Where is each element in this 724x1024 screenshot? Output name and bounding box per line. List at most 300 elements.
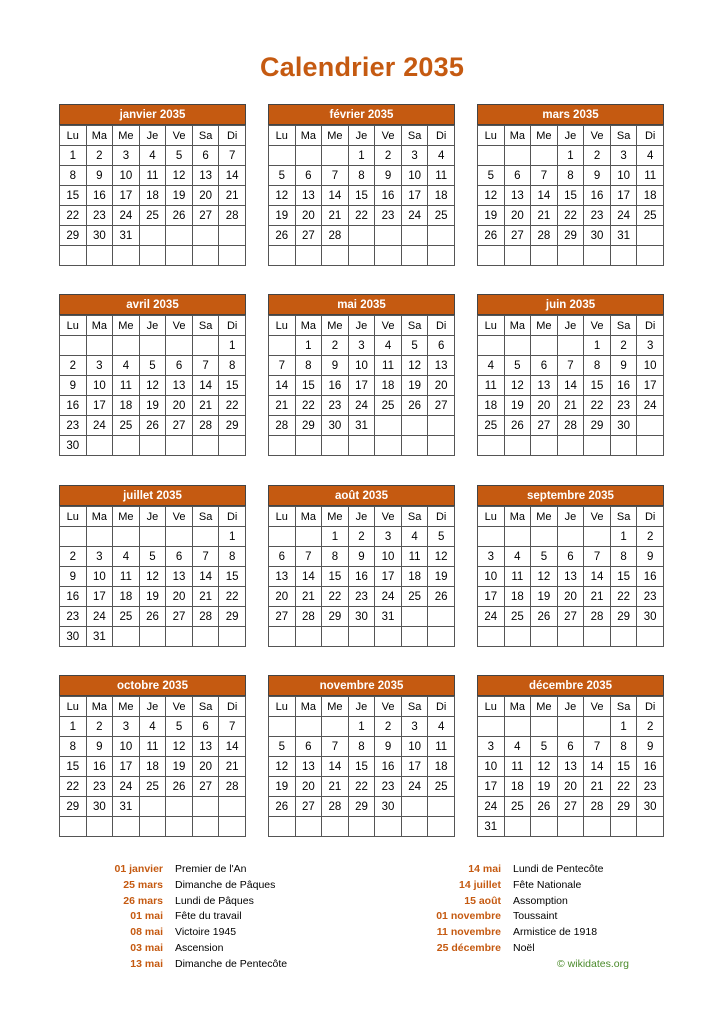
day-cell: 31 [113,226,140,246]
week-row [478,737,664,757]
day-cell: 3 [113,717,140,737]
weekday-label: Sa [610,126,637,146]
holiday-row [59,909,287,925]
day-cell [375,627,402,647]
day-cell: 10 [113,737,140,757]
day-cell: 9 [322,356,349,376]
day-cell: 28 [269,416,296,436]
day-cell: 6 [295,737,322,757]
day-cell: 12 [531,757,558,777]
day-cell: 12 [166,166,193,186]
day-cell: 12 [478,186,505,206]
day-cell: 20 [557,777,584,797]
holiday-row [397,925,604,941]
day-cell: 8 [219,356,246,376]
day-cell: 1 [610,527,637,547]
day-cell: 26 [401,396,428,416]
day-cell: 15 [60,186,87,206]
weekday-label: Ma [504,507,531,527]
day-cell: 9 [375,166,402,186]
holiday-name: Victoire 1945 [175,926,237,939]
day-cell [113,627,140,647]
day-cell: 3 [86,356,113,376]
week-row [478,627,664,647]
weekday-label: Je [139,126,166,146]
day-cell: 4 [113,356,140,376]
day-cell [219,797,246,817]
week-row [478,356,664,376]
day-cell: 18 [478,396,505,416]
day-cell [401,817,428,837]
month-table [59,696,246,837]
day-cell: 27 [428,396,455,416]
day-cell: 19 [428,567,455,587]
week-row [60,146,246,166]
day-cell: 8 [219,547,246,567]
day-cell [557,527,584,547]
day-cell [637,226,664,246]
day-cell: 24 [348,396,375,416]
day-cell: 7 [584,737,611,757]
day-cell: 5 [269,737,296,757]
day-cell [295,627,322,647]
day-cell: 7 [219,717,246,737]
weekday-label: Lu [478,316,505,336]
day-cell: 12 [531,567,558,587]
week-row [60,587,246,607]
day-cell: 10 [113,166,140,186]
month-title: janvier 2035 [59,104,246,125]
weekday-label: Ve [584,126,611,146]
day-cell: 7 [269,356,296,376]
weekday-label: Ma [504,697,531,717]
week-row [269,336,455,356]
weekday-label: Ma [86,126,113,146]
day-cell: 20 [166,587,193,607]
day-cell: 25 [113,416,140,436]
day-cell [166,797,193,817]
day-cell: 13 [166,567,193,587]
day-cell: 5 [428,527,455,547]
day-cell: 10 [401,166,428,186]
day-cell: 8 [557,166,584,186]
day-cell: 20 [269,587,296,607]
day-cell: 26 [166,777,193,797]
day-cell [478,527,505,547]
day-cell: 25 [504,607,531,627]
weekday-label: Lu [478,126,505,146]
day-cell: 16 [610,376,637,396]
day-cell [375,416,402,436]
day-cell: 29 [60,226,87,246]
week-row [60,396,246,416]
day-cell: 6 [295,166,322,186]
day-cell [348,627,375,647]
day-cell: 25 [401,587,428,607]
day-cell [86,246,113,266]
week-row [269,436,455,456]
week-row [269,356,455,376]
week-row [269,777,455,797]
day-cell [478,336,505,356]
day-cell: 29 [60,797,87,817]
day-cell [60,336,87,356]
day-cell: 18 [637,186,664,206]
weekday-label: Je [557,316,584,336]
weekday-label: Sa [401,126,428,146]
day-cell: 12 [504,376,531,396]
week-row [269,547,455,567]
holiday-row [397,909,604,925]
day-cell: 3 [86,547,113,567]
month-title: décembre 2035 [477,675,664,696]
holiday-date: 08 mai [130,926,163,939]
weekday-label: Me [113,507,140,527]
day-cell: 4 [504,737,531,757]
week-row [478,527,664,547]
month-title: octobre 2035 [59,675,246,696]
day-cell: 13 [531,376,558,396]
day-cell: 22 [322,587,349,607]
day-cell: 24 [401,206,428,226]
weekday-label: Me [322,697,349,717]
day-cell [295,527,322,547]
weekday-label: Je [139,507,166,527]
holiday-date: 14 mai [468,863,501,875]
day-cell: 2 [637,717,664,737]
day-cell: 30 [584,226,611,246]
week-row [478,587,664,607]
day-cell [637,246,664,266]
month-title: août 2035 [268,485,455,506]
day-cell: 13 [428,356,455,376]
weekday-label: Me [531,697,558,717]
day-cell [192,817,219,837]
weekday-label: Lu [269,316,296,336]
day-cell: 14 [269,376,296,396]
day-cell: 12 [428,547,455,567]
holiday-row [59,878,287,894]
day-cell: 10 [348,356,375,376]
day-cell: 11 [139,166,166,186]
weekday-label: Ma [504,126,531,146]
day-cell: 6 [269,547,296,567]
holiday-name: Fête du travail [175,910,242,923]
week-row [60,547,246,567]
day-cell: 4 [428,146,455,166]
day-cell [139,436,166,456]
month-table [268,125,455,266]
weekday-label: Di [637,126,664,146]
day-cell: 27 [192,777,219,797]
month-title: avril 2035 [59,294,246,315]
day-cell: 9 [637,547,664,567]
day-cell [139,226,166,246]
weekday-label: Me [322,126,349,146]
day-cell: 18 [139,186,166,206]
weekday-label: Sa [610,316,637,336]
day-cell: 23 [348,587,375,607]
day-cell: 1 [584,336,611,356]
weekday-label: Ve [375,507,402,527]
day-cell: 16 [86,186,113,206]
day-cell: 23 [610,396,637,416]
day-cell [219,436,246,456]
day-cell: 23 [584,206,611,226]
day-cell [401,797,428,817]
day-cell: 28 [531,226,558,246]
weekday-label: Ma [504,316,531,336]
day-cell: 6 [557,737,584,757]
holiday-date: 26 mars [123,894,163,907]
day-cell: 31 [113,797,140,817]
day-cell: 25 [428,777,455,797]
day-cell [531,627,558,647]
credit-text: © wikidates.org [557,958,629,970]
day-cell [584,717,611,737]
day-cell: 1 [348,146,375,166]
day-cell [428,436,455,456]
week-row [269,527,455,547]
day-cell: 5 [139,356,166,376]
day-cell: 9 [86,737,113,757]
day-cell: 8 [295,356,322,376]
day-cell: 10 [478,567,505,587]
day-cell: 28 [219,206,246,226]
day-cell [504,627,531,647]
weekday-label: Ma [295,507,322,527]
weekday-label: Sa [401,507,428,527]
day-cell: 14 [322,186,349,206]
week-row [60,717,246,737]
day-cell: 23 [375,777,402,797]
weekday-label: Lu [60,697,87,717]
day-cell: 22 [348,777,375,797]
day-cell: 5 [478,166,505,186]
weekday-label: Me [531,126,558,146]
day-cell: 3 [478,547,505,567]
day-cell [478,436,505,456]
day-cell: 1 [610,717,637,737]
day-cell: 19 [531,587,558,607]
day-cell [139,627,166,647]
day-cell [219,246,246,266]
week-row [478,376,664,396]
day-cell: 7 [322,737,349,757]
month-table [59,506,246,647]
day-cell [637,436,664,456]
day-cell: 21 [322,206,349,226]
holiday-name: Lundi de Pentecôte [513,863,604,875]
day-cell: 30 [637,607,664,627]
day-cell [86,817,113,837]
day-cell: 24 [86,607,113,627]
page-title: Calendrier 2035 [259,52,465,82]
day-cell: 9 [610,356,637,376]
holiday-name: Premier de l'An [175,863,247,875]
day-cell: 30 [610,416,637,436]
day-cell: 30 [322,416,349,436]
day-cell: 29 [322,607,349,627]
day-cell: 17 [610,186,637,206]
month-table [268,506,455,647]
weekday-label: Di [428,697,455,717]
day-cell: 22 [610,777,637,797]
day-cell: 28 [295,607,322,627]
weekday-label: Je [348,697,375,717]
day-cell [401,627,428,647]
day-cell: 29 [584,416,611,436]
day-cell: 12 [269,757,296,777]
week-row [269,206,455,226]
day-cell: 28 [557,416,584,436]
day-cell [375,817,402,837]
day-cell: 4 [401,527,428,547]
day-cell: 3 [113,146,140,166]
week-row [269,627,455,647]
day-cell: 20 [192,757,219,777]
day-cell [192,436,219,456]
day-cell: 6 [166,547,193,567]
day-cell: 27 [269,607,296,627]
weekday-label: Sa [192,316,219,336]
day-cell: 16 [637,757,664,777]
day-cell: 20 [295,777,322,797]
day-cell: 6 [557,547,584,567]
day-cell: 30 [60,436,87,456]
day-cell [348,817,375,837]
day-cell: 4 [504,547,531,567]
day-cell: 21 [219,186,246,206]
day-cell [60,527,87,547]
day-cell: 26 [531,797,558,817]
day-cell [113,817,140,837]
day-cell: 13 [192,737,219,757]
week-row [269,396,455,416]
week-row [478,416,664,436]
day-cell: 5 [166,717,193,737]
day-cell: 16 [375,186,402,206]
day-cell [322,817,349,837]
day-cell [269,336,296,356]
holiday-name: Dimanche de Pentecôte [175,957,288,970]
day-cell [192,336,219,356]
day-cell: 28 [584,797,611,817]
week-row [60,356,246,376]
weekday-label: Ma [295,126,322,146]
day-cell: 21 [192,396,219,416]
weekday-label: Me [113,316,140,336]
day-cell: 11 [637,166,664,186]
holiday-date: 13 mai [130,957,163,970]
day-cell: 17 [478,587,505,607]
day-cell: 20 [504,206,531,226]
day-cell [557,717,584,737]
week-row [269,146,455,166]
day-cell: 24 [375,587,402,607]
weekday-label: Ve [166,507,193,527]
day-cell [86,527,113,547]
day-cell: 16 [637,567,664,587]
day-cell: 3 [610,146,637,166]
day-cell: 23 [86,206,113,226]
day-cell [192,246,219,266]
day-cell: 13 [557,757,584,777]
weekday-label: Di [219,507,246,527]
day-cell: 8 [60,737,87,757]
day-cell: 22 [348,206,375,226]
month-block [477,675,664,837]
day-cell: 7 [531,166,558,186]
day-cell: 13 [557,567,584,587]
day-cell [348,226,375,246]
day-cell: 17 [113,757,140,777]
day-cell: 23 [637,777,664,797]
holiday-name: Toussaint [513,910,558,923]
holiday-name: Ascension [175,941,224,954]
day-cell: 21 [322,777,349,797]
weekday-label: Ma [86,697,113,717]
month-block [268,104,455,266]
day-cell: 19 [139,396,166,416]
day-cell: 1 [322,527,349,547]
holiday-date: 14 juillet [458,878,501,891]
day-cell [166,226,193,246]
week-row [60,607,246,627]
day-cell: 9 [86,166,113,186]
day-cell [428,627,455,647]
day-cell [322,436,349,456]
weekday-label: Ve [375,316,402,336]
day-cell: 19 [401,376,428,396]
day-cell: 19 [531,777,558,797]
week-row [478,436,664,456]
day-cell: 2 [60,547,87,567]
day-cell [557,817,584,837]
day-cell [60,817,87,837]
day-cell: 14 [584,757,611,777]
day-cell [584,436,611,456]
day-cell: 23 [60,607,87,627]
weekday-label: Me [531,316,558,336]
month-block [59,485,246,647]
day-cell [166,436,193,456]
day-cell: 11 [504,757,531,777]
month-title: novembre 2035 [268,675,455,696]
day-cell: 18 [504,777,531,797]
day-cell: 29 [219,607,246,627]
day-cell [139,797,166,817]
week-row [478,226,664,246]
day-cell [584,817,611,837]
day-cell: 2 [86,717,113,737]
weekday-label: Sa [401,697,428,717]
holiday-row [59,957,287,973]
day-cell [504,336,531,356]
weekday-label: Je [557,126,584,146]
day-cell: 10 [478,757,505,777]
week-row [269,567,455,587]
day-cell: 26 [269,797,296,817]
day-cell: 9 [584,166,611,186]
day-cell: 30 [60,627,87,647]
day-cell: 2 [86,146,113,166]
day-cell: 8 [348,166,375,186]
weekday-label: Je [557,507,584,527]
day-cell: 24 [113,206,140,226]
holiday-date: 11 novembre [436,926,501,939]
day-cell: 13 [295,757,322,777]
